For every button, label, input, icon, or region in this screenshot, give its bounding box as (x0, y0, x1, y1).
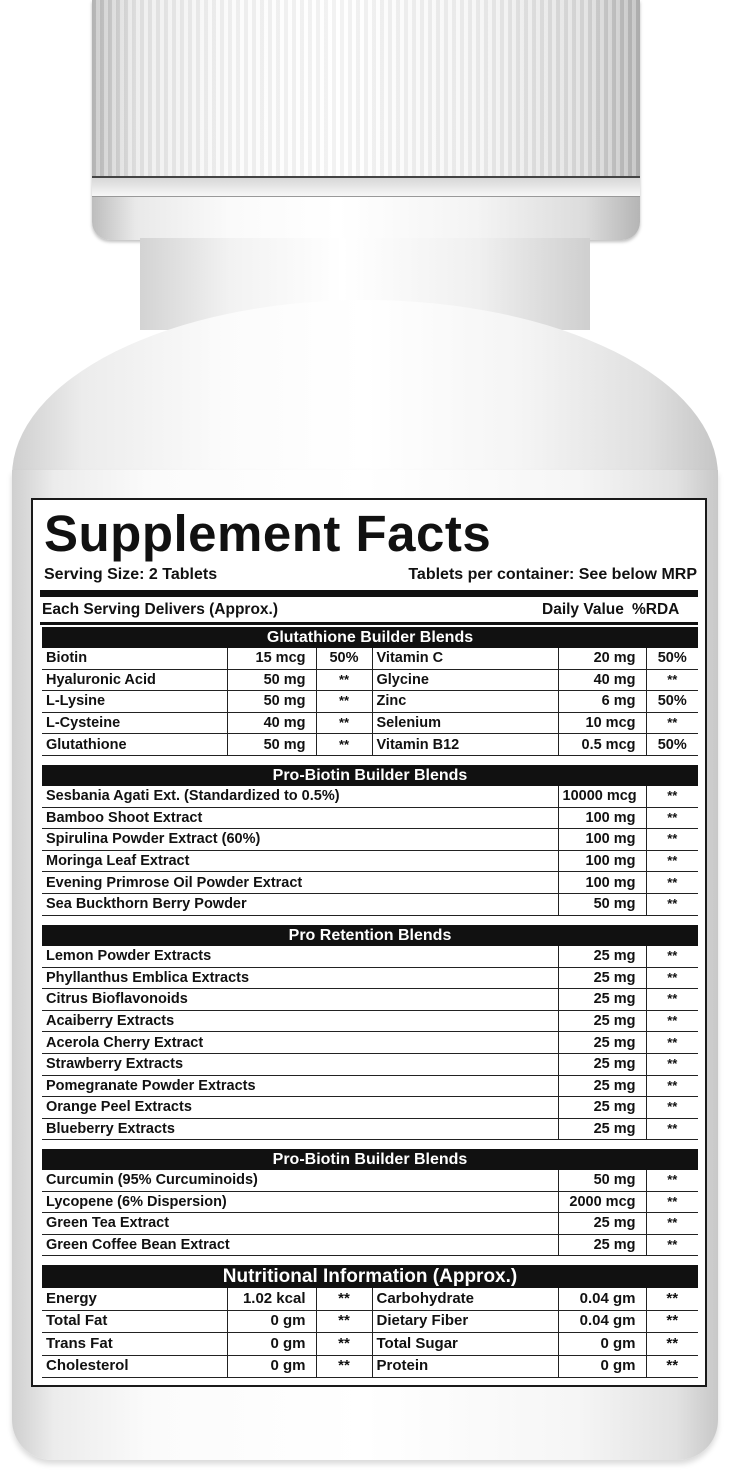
nutrient-amount: 40 mg (227, 712, 316, 734)
ingredient-name: Spirulina Powder Extract (60%) (42, 829, 558, 851)
divider-thin (40, 622, 698, 625)
nutrient-name: Selenium (372, 712, 558, 734)
nutrient-name: Glutathione (42, 734, 227, 756)
section-heading: Pro-Biotin Builder Blends (42, 765, 698, 786)
table-row (42, 829, 698, 851)
ingredient-rda: ** (646, 1234, 698, 1256)
table-row (42, 1213, 698, 1235)
table-row (42, 1032, 698, 1054)
ingredient-rda: ** (646, 1075, 698, 1097)
ingredient-amount: 25 mg (558, 1053, 646, 1075)
nutrient-amount: 0.5 mcg (558, 734, 646, 756)
table-row (42, 807, 698, 829)
serving-size: Serving Size: 2 Tablets (44, 566, 218, 583)
nutrient-amount: 1.02 kcal (227, 1288, 316, 1310)
table-row (42, 872, 698, 894)
nutrient-rda: ** (646, 1310, 698, 1333)
nutrient-amount: 50 mg (227, 734, 316, 756)
ingredient-name: Green Tea Extract (42, 1213, 558, 1235)
table-row (42, 1310, 698, 1333)
daily-value-heading: Daily Value (542, 601, 624, 618)
ingredient-amount: 100 mg (558, 807, 646, 829)
each-serving-heading: Each Serving Delivers (Approx.) (42, 601, 279, 618)
nutrient-name: Protein (372, 1355, 558, 1378)
ingredient-rda: ** (646, 1213, 698, 1235)
cap-ridges (92, 0, 640, 178)
ingredient-rda: ** (646, 829, 698, 851)
ingredient-amount: 25 mg (558, 1234, 646, 1256)
nutrient-rda: ** (316, 734, 372, 756)
ingredient-amount: 50 mg (558, 1170, 646, 1191)
nutrient-name: Hyaluronic Acid (42, 669, 227, 691)
section-retention (42, 925, 698, 1140)
ingredient-name: Sea Buckthorn Berry Powder (42, 893, 558, 915)
table-row (42, 786, 698, 807)
ingredient-amount: 25 mg (558, 1097, 646, 1119)
nutrient-name: Total Fat (42, 1310, 227, 1333)
table-row (42, 734, 698, 756)
nutrient-amount: 0 gm (227, 1333, 316, 1356)
nutrient-amount: 20 mg (558, 648, 646, 669)
nutrient-amount: 0 gm (227, 1310, 316, 1333)
ingredient-amount: 25 mg (558, 946, 646, 967)
table-row (42, 1010, 698, 1032)
nutrient-rda: ** (646, 1288, 698, 1310)
nutrient-name: Glycine (372, 669, 558, 691)
table-row (42, 691, 698, 713)
nutrient-amount: 0 gm (558, 1333, 646, 1356)
table-row (42, 1118, 698, 1140)
ingredient-rda: ** (646, 967, 698, 989)
label-title: Supplement Facts (44, 505, 492, 562)
ingredient-name: Pomegranate Powder Extracts (42, 1075, 558, 1097)
nutrient-name: Carbohydrate (372, 1288, 558, 1310)
retention-table (42, 946, 698, 1140)
ingredient-rda: ** (646, 1032, 698, 1054)
ingredient-amount: 10000 mcg (558, 786, 646, 807)
table-row (42, 1075, 698, 1097)
ingredient-amount: 25 mg (558, 1075, 646, 1097)
nutrient-amount: 10 mcg (558, 712, 646, 734)
ingredient-name: Moringa Leaf Extract (42, 850, 558, 872)
ingredient-rda: ** (646, 1010, 698, 1032)
nutrient-amount: 6 mg (558, 691, 646, 713)
nutrient-amount: 0 gm (558, 1355, 646, 1378)
ingredient-rda: ** (646, 1118, 698, 1140)
nutrient-name: Energy (42, 1288, 227, 1310)
nutrient-rda: ** (646, 669, 698, 691)
ingredient-amount: 100 mg (558, 829, 646, 851)
section-heading: Glutathione Builder Blends (42, 627, 698, 648)
nutrient-rda: ** (316, 1333, 372, 1356)
ingredient-rda: ** (646, 872, 698, 894)
nutrient-rda: ** (316, 1355, 372, 1378)
divider-thick (40, 590, 698, 597)
ingredient-name: Lemon Powder Extracts (42, 946, 558, 967)
ingredient-rda: ** (646, 1097, 698, 1119)
supplement-facts-label (31, 498, 707, 1387)
nutrient-amount: 0.04 gm (558, 1288, 646, 1310)
ingredient-rda: ** (646, 989, 698, 1011)
nutrient-amount: 15 mcg (227, 648, 316, 669)
glutathione-table (42, 648, 698, 756)
ingredient-name: Curcumin (95% Curcuminoids) (42, 1170, 558, 1191)
nutrient-amount: 40 mg (558, 669, 646, 691)
nutrient-rda: 50% (646, 648, 698, 669)
section-probiotin-1 (42, 765, 698, 916)
nutrient-name: Cholesterol (42, 1355, 227, 1378)
table-row (42, 712, 698, 734)
ingredient-name: Citrus Bioflavonoids (42, 989, 558, 1011)
ingredient-rda: ** (646, 850, 698, 872)
table-row (42, 1097, 698, 1119)
ingredient-amount: 2000 mcg (558, 1191, 646, 1213)
ingredient-amount: 25 mg (558, 1010, 646, 1032)
rda-heading: %RDA (632, 601, 680, 618)
ingredient-amount: 25 mg (558, 1118, 646, 1140)
table-row (42, 1053, 698, 1075)
probiotin-2-table (42, 1170, 698, 1256)
bottle-cap (92, 0, 640, 240)
table-row (42, 946, 698, 967)
nutrient-name: L-Lysine (42, 691, 227, 713)
ingredient-rda: ** (646, 807, 698, 829)
ingredient-rda: ** (646, 946, 698, 967)
nutrient-amount: 0 gm (227, 1355, 316, 1378)
section-glutathione (42, 627, 698, 756)
ingredient-rda: ** (646, 1191, 698, 1213)
ingredient-name: Bamboo Shoot Extract (42, 807, 558, 829)
nutrient-rda: ** (316, 669, 372, 691)
ingredient-amount: 25 mg (558, 989, 646, 1011)
nutrient-rda: ** (646, 1333, 698, 1356)
tablets-per-container: Tablets per container: See below MRP (408, 566, 697, 583)
nutrient-rda: ** (316, 1288, 372, 1310)
nutrient-rda: ** (316, 712, 372, 734)
ingredient-amount: 25 mg (558, 967, 646, 989)
nutrient-name: Dietary Fiber (372, 1310, 558, 1333)
table-row (42, 1191, 698, 1213)
nutrient-name: Zinc (372, 691, 558, 713)
ingredient-name: Green Coffee Bean Extract (42, 1234, 558, 1256)
nutrient-name: L-Cysteine (42, 712, 227, 734)
section-nutrition (42, 1265, 698, 1378)
table-row (42, 1234, 698, 1256)
nutrition-table (42, 1288, 698, 1378)
ingredient-amount: 100 mg (558, 872, 646, 894)
table-row (42, 989, 698, 1011)
ingredient-rda: ** (646, 786, 698, 807)
nutrient-name: Trans Fat (42, 1333, 227, 1356)
nutrient-name: Vitamin C (372, 648, 558, 669)
table-row (42, 850, 698, 872)
section-heading: Pro-Biotin Builder Blends (42, 1149, 698, 1170)
nutrient-amount: 50 mg (227, 691, 316, 713)
ingredient-amount: 25 mg (558, 1032, 646, 1054)
nutrient-name: Vitamin B12 (372, 734, 558, 756)
ingredient-amount: 100 mg (558, 850, 646, 872)
section-heading: Pro Retention Blends (42, 925, 698, 946)
ingredient-name: Blueberry Extracts (42, 1118, 558, 1140)
ingredient-amount: 50 mg (558, 893, 646, 915)
ingredient-name: Evening Primrose Oil Powder Extract (42, 872, 558, 894)
nutrient-rda: ** (316, 691, 372, 713)
nutrient-amount: 50 mg (227, 669, 316, 691)
nutrient-rda: 50% (646, 734, 698, 756)
ingredient-name: Acaiberry Extracts (42, 1010, 558, 1032)
nutrient-rda: ** (646, 712, 698, 734)
table-row (42, 1355, 698, 1378)
section-probiotin-2 (42, 1149, 698, 1256)
nutrient-name: Biotin (42, 648, 227, 669)
nutrient-name: Total Sugar (372, 1333, 558, 1356)
probiotin-1-table (42, 786, 698, 916)
ingredient-rda: ** (646, 893, 698, 915)
table-row (42, 893, 698, 915)
table-row (42, 1170, 698, 1191)
nutrient-rda: 50% (646, 691, 698, 713)
ingredient-name: Strawberry Extracts (42, 1053, 558, 1075)
nutrient-rda: ** (316, 1310, 372, 1333)
ingredient-amount: 25 mg (558, 1213, 646, 1235)
ingredient-name: Sesbania Agati Ext. (Standardized to 0.5%) (42, 786, 558, 807)
nutrient-rda: ** (646, 1355, 698, 1378)
table-row (42, 1288, 698, 1310)
table-row (42, 1333, 698, 1356)
table-row (42, 967, 698, 989)
table-row (42, 669, 698, 691)
table-row (42, 648, 698, 669)
ingredient-name: Lycopene (6% Dispersion) (42, 1191, 558, 1213)
cap-rim (92, 176, 640, 197)
nutrient-rda: 50% (316, 648, 372, 669)
section-heading: Nutritional Information (Approx.) (42, 1265, 698, 1288)
nutrient-amount: 0.04 gm (558, 1310, 646, 1333)
ingredient-name: Orange Peel Extracts (42, 1097, 558, 1119)
ingredient-rda: ** (646, 1053, 698, 1075)
ingredient-name: Acerola Cherry Extract (42, 1032, 558, 1054)
ingredient-rda: ** (646, 1170, 698, 1191)
ingredient-name: Phyllanthus Emblica Extracts (42, 967, 558, 989)
